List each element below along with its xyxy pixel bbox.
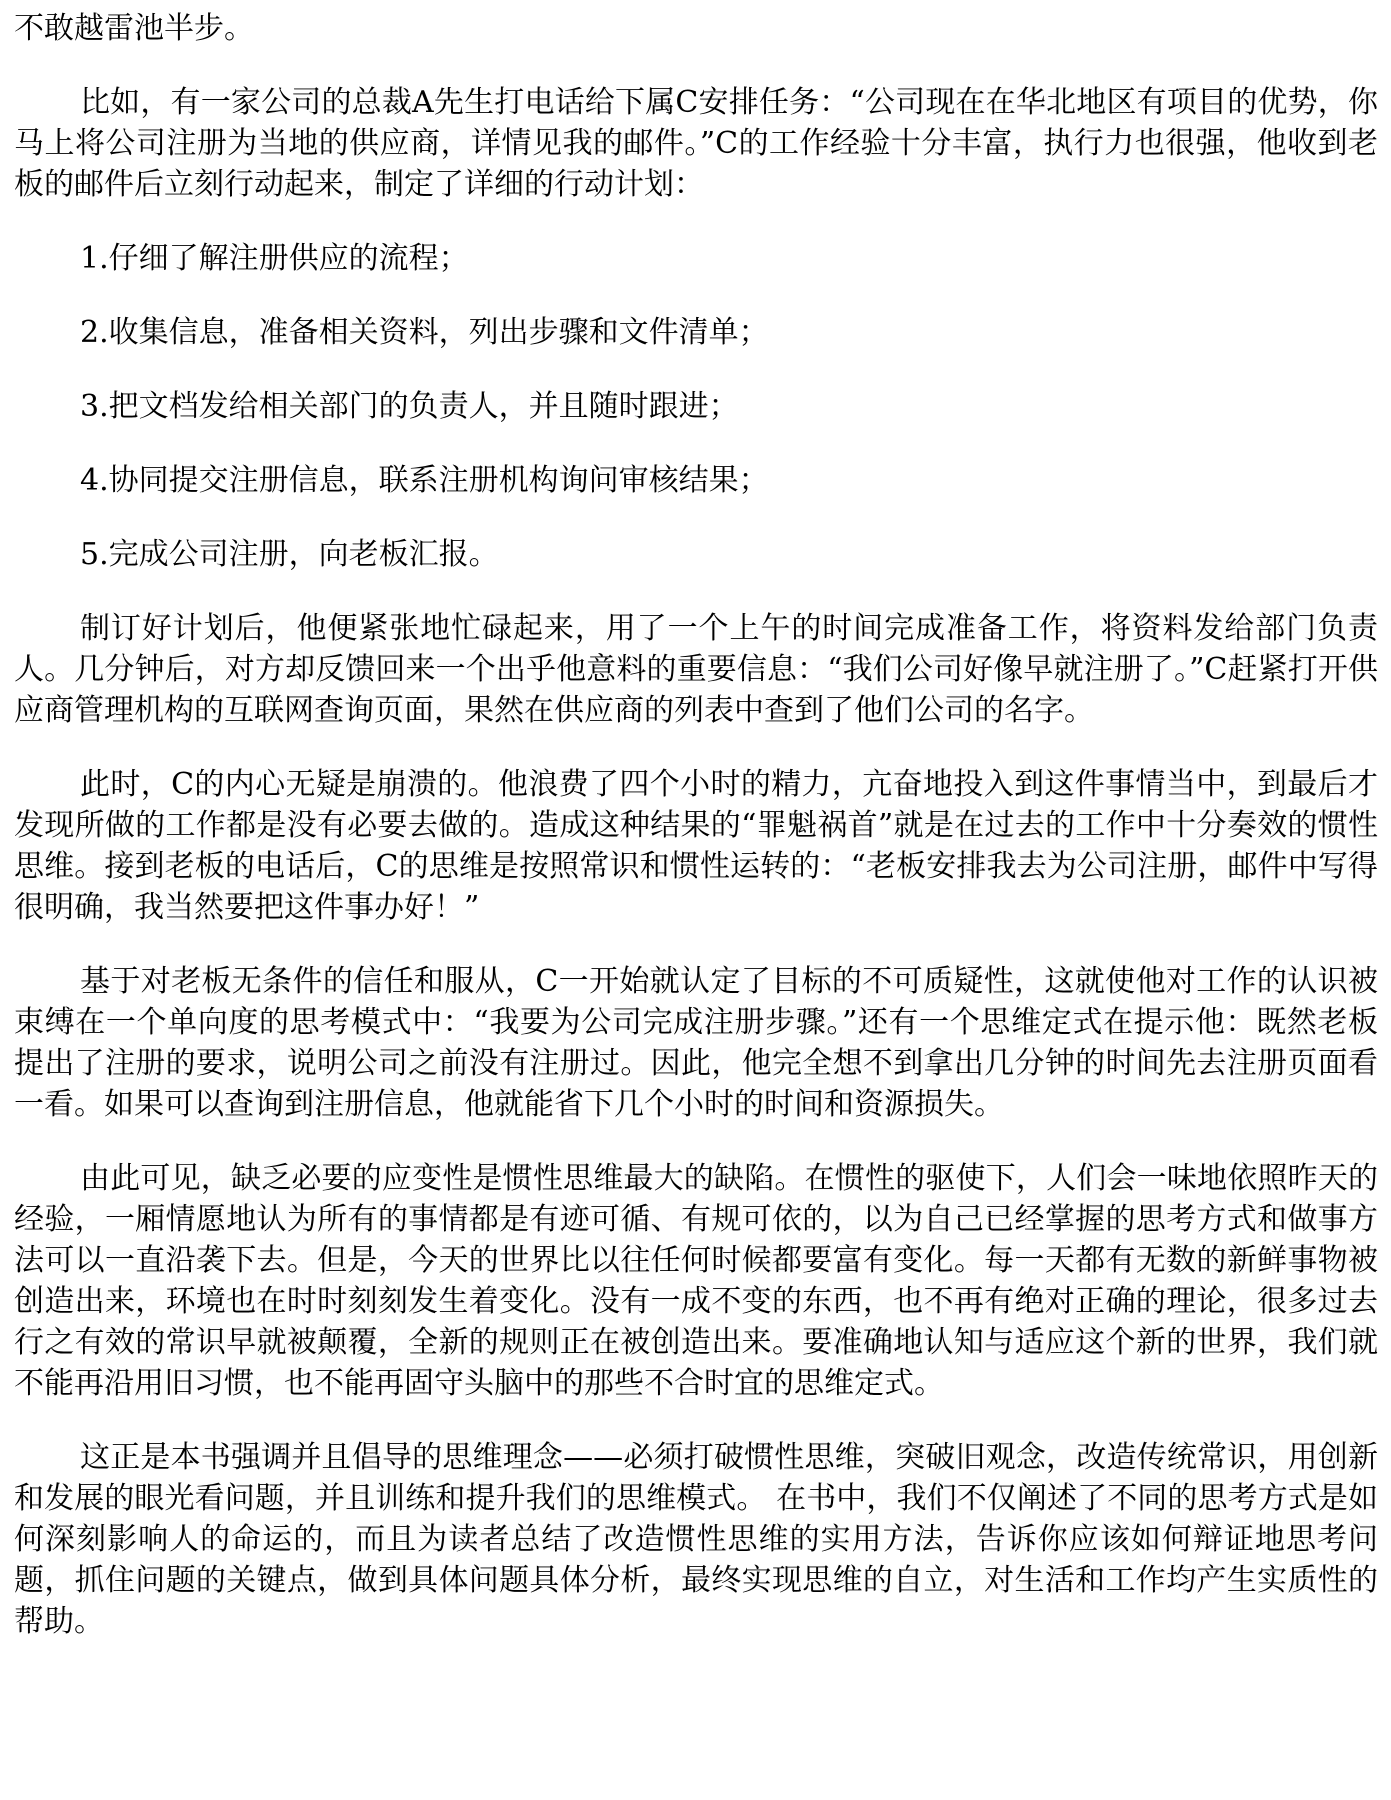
plan-step-4: 4.协同提交注册信息，联系注册机构询问审核结果； xyxy=(80,463,769,498)
paragraph-realization: 此时，C的内心无疑是崩溃的。他浪费了四个小时的精力，亢奋地投入到这件事情当中，到最后才发现所做的工作都是没有必要去做的。造成这种结果的“罪魁祸首”就是在过去的工作中十分奏效的惯性思维。接到老板的电话后，C的思维是按照常识和惯性运转的：“老板安排我去为公司注册，邮件中写得很明确，我当然要把这件事办好！” xyxy=(14,767,1378,925)
plan-step-1: 1.仔细了解注册供应的流程； xyxy=(80,241,469,276)
paragraph-preparation: 制订好计划后，他便紧张地忙碌起来，用了一个上午的时间完成准备工作，将资料发给部门负责人。几分钟后，对方却反馈回来一个出乎他意料的重要信息：“我们公司好像早就注册了。”C赶紧打开供应商管理机构的互联网查询页面，果然在供应商的列表中查到了他们公司的名字。 xyxy=(14,611,1378,728)
paragraph-inertia: 由此可见，缺乏必要的应变性是惯性思维最大的缺陷。在惯性的驱使下，人们会一味地依照昨天的经验，一厢情愿地认为所有的事情都是有迹可循、有规可依的，以为自己已经掌握的思考方式和做事方法可以一直沿袭下去。但是，今天的世界比以往任何时候都要富有变化。每一天都有无数的新鲜事物被创造出来，环境也在时时刻刻发生着变化。没有一成不变的东西，也不再有绝对正确的理论，很多过去行之有效的常识早就被颠覆，全新的规则正在被创造出来。要准确地认知与适应这个新的世界，我们就不能再沿用旧习惯，也不能再固守头脑中的那些不合时宜的思维定式。 xyxy=(14,1161,1378,1401)
document-page xyxy=(14,8,1378,1642)
plan-step-5: 5.完成公司注册，向老板汇报。 xyxy=(80,537,499,572)
plan-step-3: 3.把文档发给相关部门的负责人，并且随时跟进； xyxy=(80,389,739,424)
paragraph-intro: 比如，有一家公司的总裁A先生打电话给下属C安排任务：“公司现在在华北地区有项目的优势，你马上将公司注册为当地的供应商，详情见我的邮件。”C的工作经验十分丰富，执行力也很强，他收到老板的邮件后立刻行动起来，制定了详细的行动计划： xyxy=(14,85,1378,202)
paragraph-trust: 基于对老板无条件的信任和服从，C一开始就认定了目标的不可质疑性，这就使他对工作的认识被束缚在一个单向度的思考模式中：“我要为公司完成注册步骤。”还有一个思维定式在提示他：既然老板提出了注册的要求，说明公司之前没有注册过。因此，他完全想不到拿出几分钟的时间先去注册页面看一看。如果可以查询到注册信息，他就能省下几个小时的时间和资源损失。 xyxy=(14,964,1378,1122)
paragraph-book-purpose: 这正是本书强调并且倡导的思维理念——必须打破惯性思维，突破旧观念，改造传统常识，用创新和发展的眼光看问题，并且训练和提升我们的思维模式。 在书中，我们不仅阐述了不同的思考方式是如何深刻影响人的命运的，而且为读者总结了改造惯性思维的实用方法，告诉你应该如何辩证地思考问题，抓住问题的关键点，做到具体问题具体分析，最终实现思维的自立，对生活和工作均产生实质性的帮助。 xyxy=(14,1440,1378,1639)
opening-line: 不敢越雷池半步。 xyxy=(14,11,254,46)
plan-step-2: 2.收集信息，准备相关资料，列出步骤和文件清单； xyxy=(80,315,769,350)
